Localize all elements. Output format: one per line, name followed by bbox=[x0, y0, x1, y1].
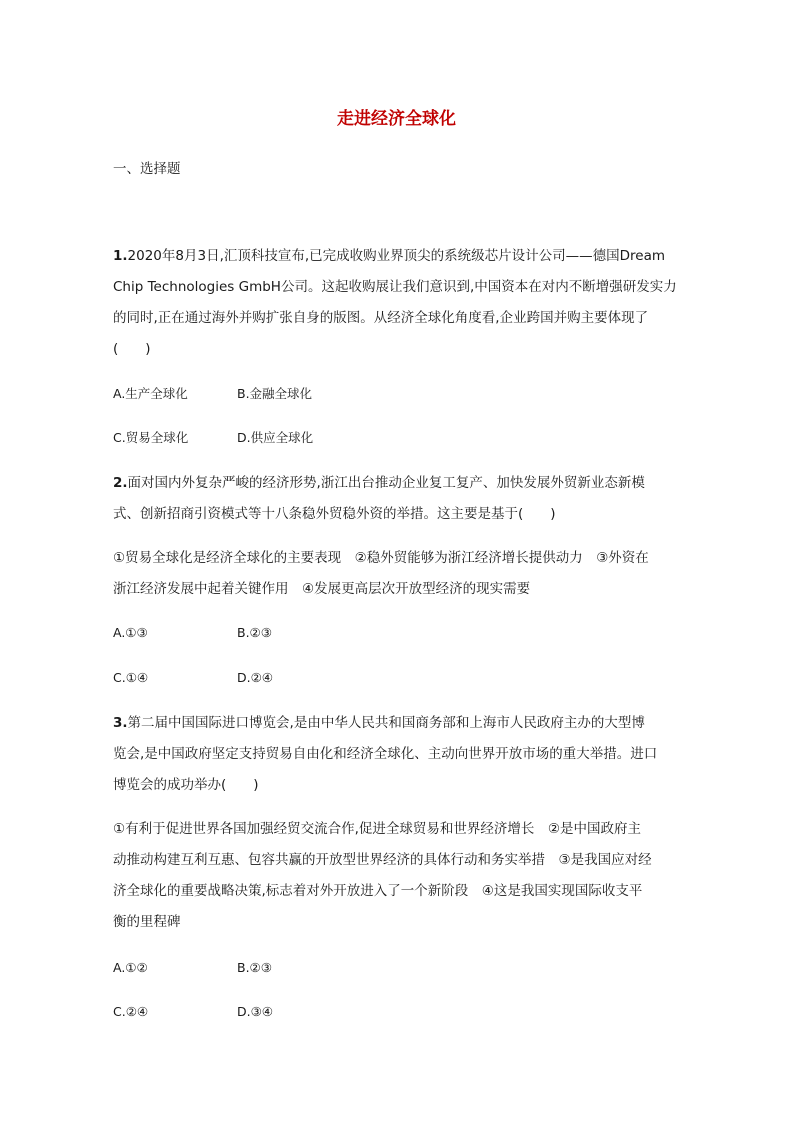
document-title: 走进经济全球化 bbox=[337, 109, 456, 129]
question-2-line-1 bbox=[113, 468, 683, 499]
question-3-line-2: 览会,是中国政府坚定支持贸易自由化和经济全球化、主动向世界开放市场的重大举措。进口 bbox=[113, 746, 658, 762]
q3-option-b[interactable]: B.②③ bbox=[237, 960, 272, 975]
question-3-statements bbox=[113, 814, 683, 938]
statement-line: 动推动构建互利互惠、包容共赢的开放型世界经济的具体行动和务实举措 ③是我国应对经 bbox=[113, 852, 652, 868]
question-text: 第二届中国国际进口博览会,是由中华人民共和国商务部和上海市人民政府主办的大型博 bbox=[127, 715, 645, 731]
q2-option-d[interactable]: D.②④ bbox=[237, 670, 274, 685]
q3-option-d[interactable]: D.③④ bbox=[237, 1004, 274, 1019]
q3-option-c[interactable]: C.②④ bbox=[113, 1004, 149, 1019]
question-1-line-4: ( ) bbox=[113, 341, 151, 357]
q1-option-a[interactable]: A.生产全球化 bbox=[113, 386, 188, 401]
q2-option-b[interactable]: B.②③ bbox=[237, 625, 272, 640]
statement-line: 浙江经济发展中起着关键作用 ④发展更高层次开放型经济的现实需要 bbox=[113, 581, 531, 597]
question-1-line-1 bbox=[113, 241, 683, 272]
question-2-number: 2. bbox=[113, 475, 128, 491]
question-2-statements bbox=[113, 543, 683, 605]
question-3-number: 3. bbox=[113, 715, 128, 731]
question-3-line-1 bbox=[113, 708, 683, 739]
q1-option-b[interactable]: B.金融全球化 bbox=[237, 386, 313, 401]
q3-option-a[interactable]: A.①② bbox=[113, 960, 148, 975]
question-1-line-2: Chip Technologies GmbH公司。这起收购展让我们意识到,中国资本在对内不断增强研发实力 bbox=[113, 279, 677, 295]
question-1 bbox=[113, 241, 683, 365]
statement-line: 衡的里程碑 bbox=[113, 914, 181, 930]
statement-line: ①贸易全球化是经济全球化的主要表现 ②稳外贸能够为浙江经济增长提供动力 ③外资在 bbox=[113, 550, 649, 566]
q1-option-d[interactable]: D.供应全球化 bbox=[237, 430, 314, 445]
question-text: 2020年8月3日,汇顶科技宣布,已完成收购业界顶尖的系统级芯片设计公司——德国Dream bbox=[127, 248, 666, 264]
question-2 bbox=[113, 468, 683, 530]
q1-option-c[interactable]: C.贸易全球化 bbox=[113, 430, 189, 445]
question-1-line-3: 的同时,正在通过海外并购扩张自身的版图。从经济全球化角度看,企业跨国并购主要体现了 bbox=[113, 310, 649, 326]
q2-option-a[interactable]: A.①③ bbox=[113, 625, 148, 640]
question-text: 面对国内外复杂严峻的经济形势,浙江出台推动企业复工复产、加快发展外贸新业态新模 bbox=[127, 475, 645, 491]
question-1-number: 1. bbox=[113, 248, 128, 264]
statement-line: ①有利于促进世界各国加强经贸交流合作,促进全球贸易和世界经济增长 ②是中国政府主 bbox=[113, 821, 641, 837]
question-3 bbox=[113, 708, 683, 801]
question-2-line-2: 式、创新招商引资模式等十八条稳外贸稳外资的举措。这主要是基于( ) bbox=[113, 506, 556, 522]
statement-line: 济全球化的重要战略决策,标志着对外开放进入了一个新阶段 ④这是我国实现国际收支平 bbox=[113, 883, 643, 899]
q2-option-c[interactable]: C.①④ bbox=[113, 670, 149, 685]
section-heading: 一、选择题 bbox=[113, 161, 181, 177]
question-3-line-3: 博览会的成功举办( ) bbox=[113, 777, 259, 793]
